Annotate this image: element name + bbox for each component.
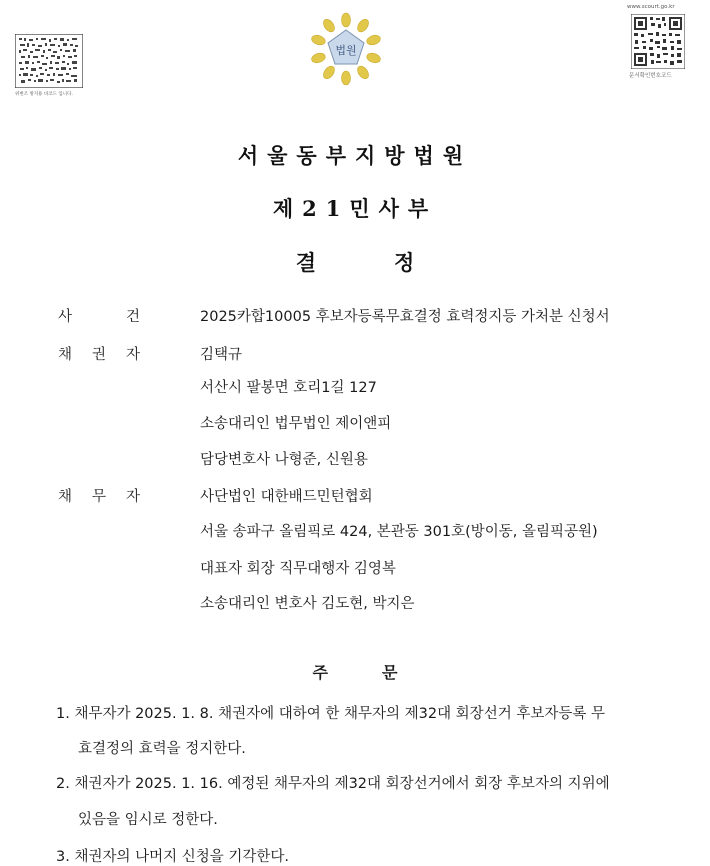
division-name: 제21민사부 (272, 196, 438, 221)
debtor-label (58, 485, 140, 506)
label-char: 자 (125, 347, 140, 363)
qr-code-caption: 문서확인번호코드 (629, 73, 672, 79)
creditor-representative: 소송대리인 법무법인 제이앤피 (200, 416, 392, 432)
debtor-attorneys: 소송대리인 변호사 김도현, 박지은 (200, 596, 415, 612)
qr-code-icon (631, 14, 685, 69)
label-char: 사 (58, 309, 73, 325)
barcode-left-icon (15, 34, 83, 88)
court-emblem-icon (309, 12, 383, 86)
case-label (58, 305, 140, 326)
creditor-label (58, 343, 140, 364)
case-number: 2025카합10005 후보자등록무효결정 효력정지등 가처분 신청서 (200, 309, 610, 325)
creditor-address: 서산시 팔봉면 호리1길 127 (200, 380, 377, 396)
case-label-text (58, 305, 140, 326)
order-item-1-line1: 1. 채무자가 2025. 1. 8. 채권자에 대하여 한 채무자의 제32대 회장선거 후보자등록 무 (56, 706, 605, 722)
debtor-representative: 대표자 회장 직무대행자 김영복 (200, 561, 396, 577)
emblem-text: 법원 (335, 44, 357, 57)
barcode-left-caption: 위변조 방지용 바코드 입니다. (15, 92, 73, 97)
order-item-3: 3. 채권자의 나머지 신청을 기각한다. (56, 849, 289, 865)
label-char: 무 (91, 489, 106, 505)
creditor-attorneys: 담당변호사 나형준, 신원용 (200, 452, 368, 468)
creditor-name: 김택규 (200, 347, 243, 363)
court-name: 서울동부지방법원 (237, 143, 473, 168)
site-url: www.scourt.go.kr (627, 4, 675, 10)
debtor-label-text (58, 485, 140, 506)
document-title: 결정 (295, 250, 493, 275)
order-item-2-line1: 2. 채권자가 2025. 1. 16. 예정된 채무자의 제32대 회장선거에서 회장 후보자의 지위에 (56, 776, 610, 792)
order-item-2-line2: 있음을 임시로 정한다. (78, 812, 218, 828)
creditor-label-text (58, 343, 140, 364)
label-char: 건 (125, 309, 140, 325)
order-item-1-line2: 효결정의 효력을 정지한다. (78, 741, 246, 757)
debtor-address: 서울 송파구 올림픽로 424, 본관동 301호(방이동, 올림픽공원) (200, 524, 598, 540)
label-char: 권 (91, 347, 106, 363)
order-heading: 주문 (312, 663, 452, 682)
label-char: 채 (58, 489, 73, 505)
label-char: 채 (58, 347, 73, 363)
label-char: 자 (125, 489, 140, 505)
debtor-name: 사단법인 대한배드민턴협회 (200, 489, 373, 505)
